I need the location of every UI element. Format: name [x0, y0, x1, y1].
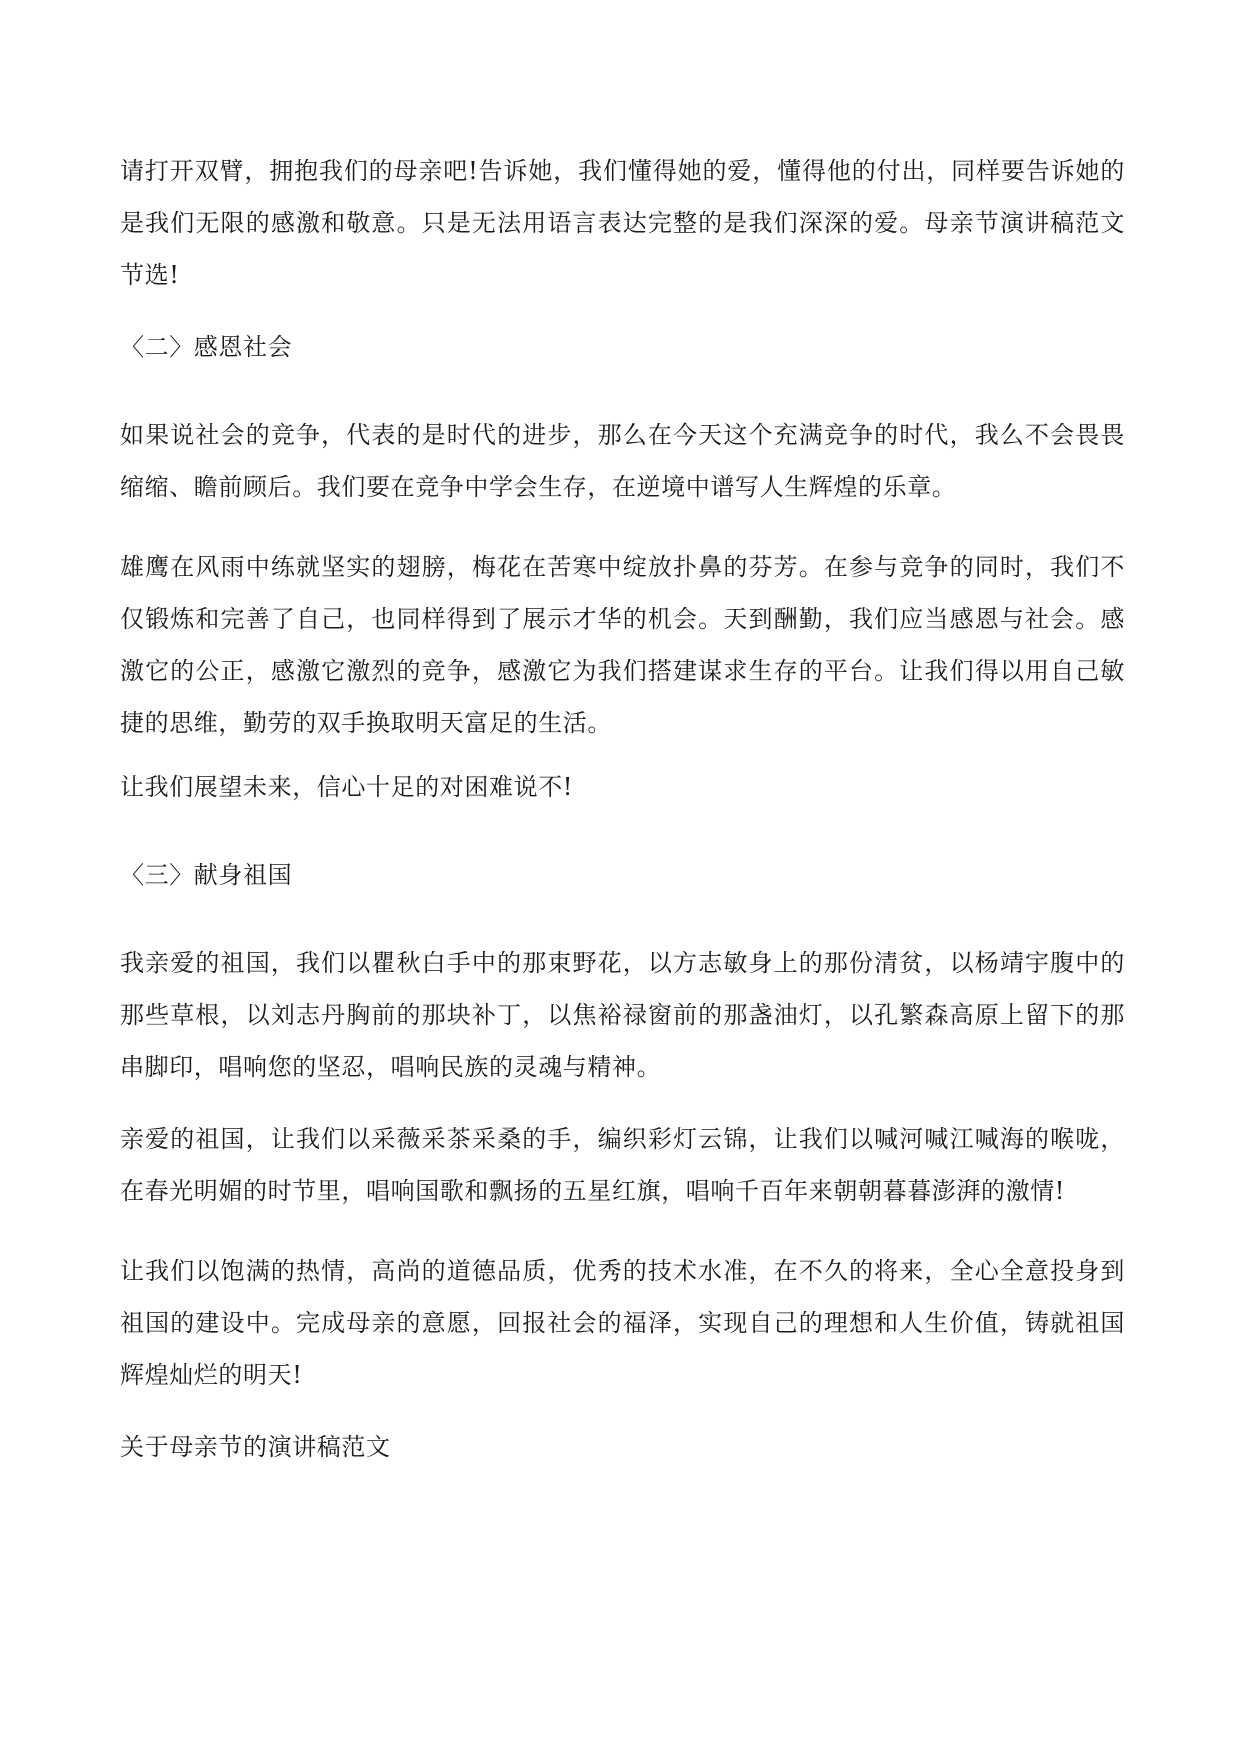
section-heading-text: 〈二〉感恩社会 — [120, 333, 293, 361]
text-line: 请打开双臂，拥抱我们的母亲吧!告诉她，我们懂得她的爱，懂得他的付出，同样要告诉她的 — [120, 157, 1125, 185]
text-line: 亲爱的祖国，让我们以采薇采茶采桑的手，编织彩灯云锦，让我们以喊河喊江喊海的喉咙， — [120, 1125, 1125, 1153]
text-line: 雄鹰在风雨中练就坚实的翅膀，梅花在苦寒中绽放扑鼻的芬芳。在参与竞争的同时，我们不 — [120, 553, 1125, 581]
text-line: 那些草根，以刘志丹胸前的那块补丁，以焦裕禄窗前的那盏油灯，以孔繁森高原上留下的那 — [120, 1001, 1125, 1029]
paragraph-closing-title — [120, 1421, 1125, 1473]
text-line: 缩缩、瞻前顾后。我们要在竞争中学会生存，在逆境中谱写人生辉煌的乐章。 — [120, 473, 957, 501]
text-line: 祖国的建设中。完成母亲的意愿，回报社会的福泽，实现自己的理想和人生价值，铸就祖国 — [120, 1309, 1125, 1337]
text-line: 让我们以饱满的热情，高尚的道德品质，优秀的技术水准，在不久的将来，全心全意投身到 — [120, 1257, 1125, 1285]
text-line: 如果说社会的竞争，代表的是时代的进步，那么在今天这个充满竞争的时代，我么不会畏畏 — [120, 421, 1125, 449]
text-line: 在春光明媚的时节里，唱响国歌和飘扬的五星红旗，唱响千百年来朝朝暮暮澎湃的激情! — [120, 1177, 1066, 1205]
paragraph-competition — [120, 409, 1125, 513]
text-line: 激它的公正，感激它激烈的竞争，感激它为我们搭建谋求生存的平台。让我们得以用自己敏 — [120, 657, 1125, 685]
paragraph-dear-motherland — [120, 937, 1125, 1093]
text-line: 节选! — [120, 261, 180, 289]
text-line: 仅锻炼和完善了自己，也同样得到了展示才华的机会。天到酬勤，我们应当感恩与社会。感 — [120, 605, 1125, 633]
text-line: 辉煌灿烂的明天! — [120, 1361, 303, 1389]
paragraph-devote-construction — [120, 1245, 1125, 1401]
text-line: 是我们无限的感激和敬意。只是无法用语言表达完整的是我们深深的爱。母亲节演讲稿范文 — [120, 209, 1125, 237]
section-heading-devote-motherland — [120, 849, 1125, 901]
text-line: 我亲爱的祖国，我们以瞿秋白手中的那束野花，以方志敏身上的那份清贫，以杨靖宇腹中的 — [120, 949, 1125, 977]
text-line: 关于母亲节的演讲稿范文 — [120, 1433, 391, 1461]
paragraph-embrace-mother — [120, 145, 1125, 301]
text-line: 捷的思维，勤劳的双手换取明天富足的生活。 — [120, 709, 612, 737]
text-line: 让我们展望未来，信心十足的对困难说不! — [120, 773, 574, 801]
document-page — [120, 0, 1125, 1753]
text-line: 串脚印，唱响您的坚忍，唱响民族的灵魂与精神。 — [120, 1053, 662, 1081]
section-heading-gratitude-society — [120, 321, 1125, 373]
paragraph-eagle-plum — [120, 541, 1125, 749]
section-heading-text: 〈三〉献身祖国 — [120, 861, 293, 889]
paragraph-spring-song — [120, 1113, 1125, 1217]
paragraph-look-future — [120, 761, 1125, 813]
